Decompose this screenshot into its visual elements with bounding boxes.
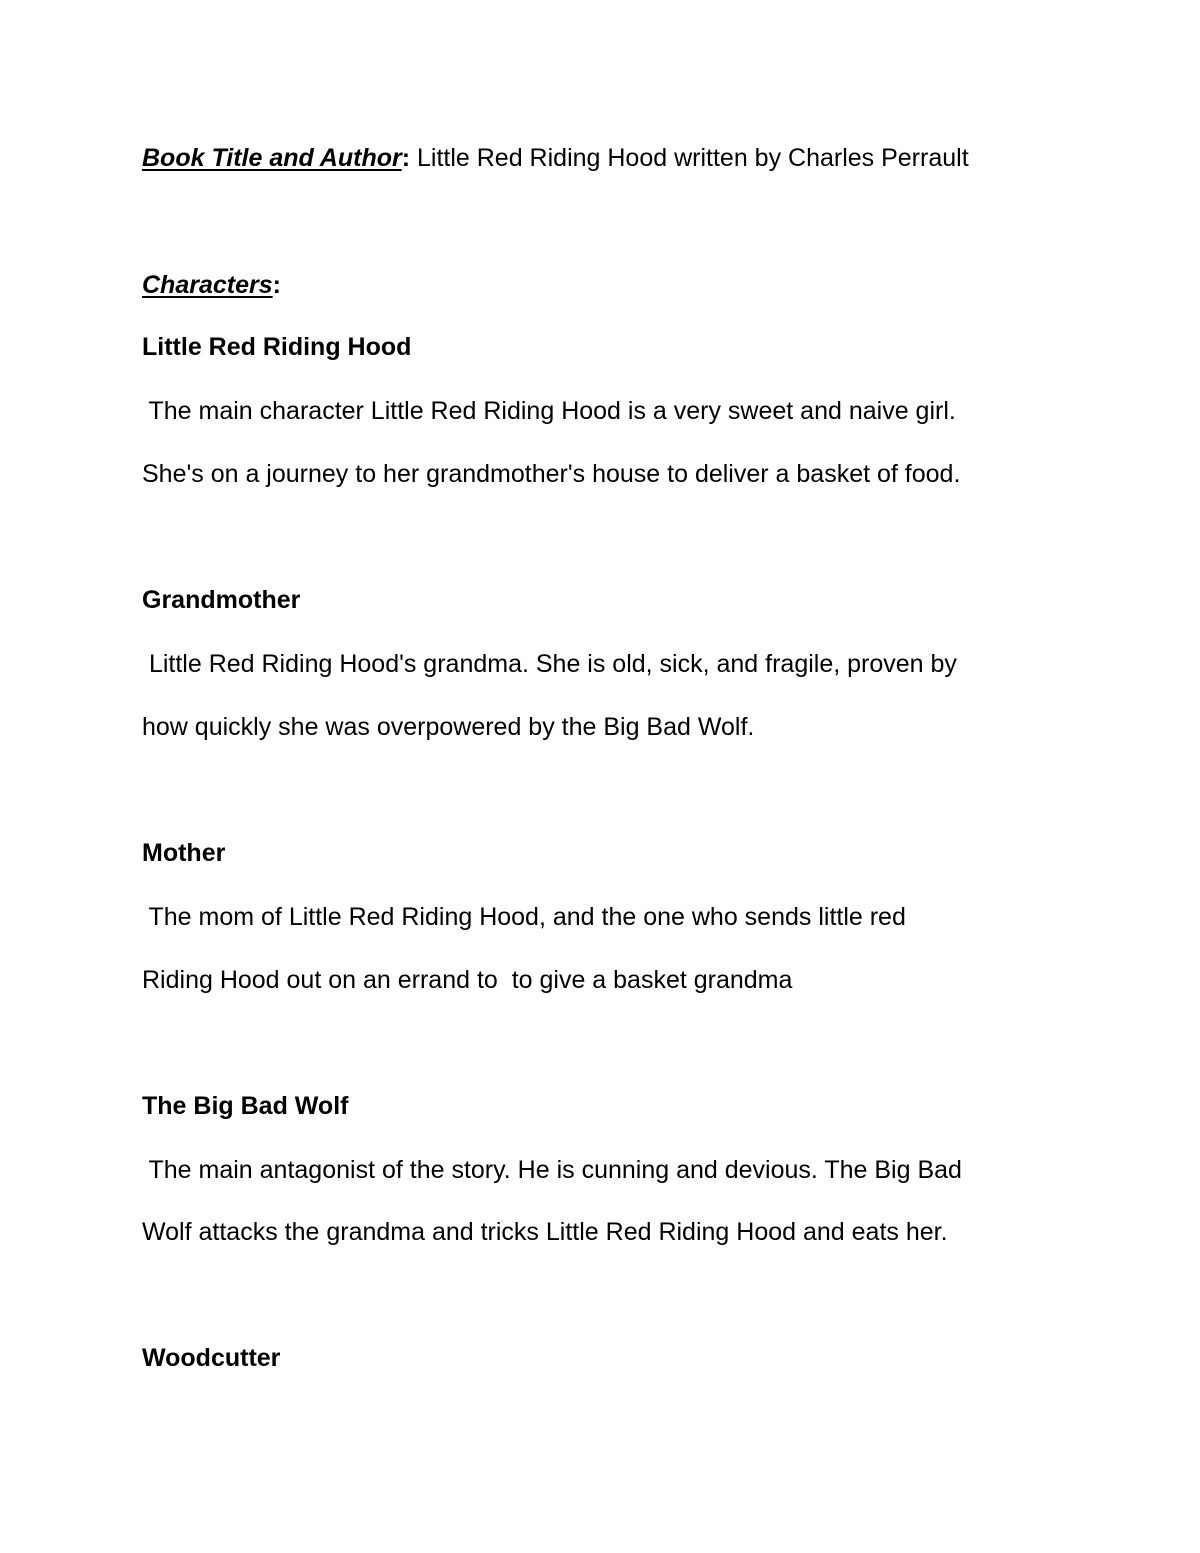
character-name-big-bad-wolf: The Big Bad Wolf <box>142 1092 349 1120</box>
book-title-author-line <box>142 143 969 173</box>
character-description-line: The main antagonist of the story. He is cunning and devious. The Big Bad <box>142 1156 962 1184</box>
characters-colon: : <box>272 271 281 299</box>
character-description-line: The mom of Little Red Riding Hood, and the one who sends little red <box>142 903 906 931</box>
character-description-line: Wolf attacks the grandma and tricks Little Red Riding Hood and eats her. <box>142 1218 948 1246</box>
character-description-line: Little Red Riding Hood's grandma. She is old, sick, and fragile, proven by <box>142 650 957 678</box>
character-name-little-red-riding-hood: Little Red Riding Hood <box>142 333 412 361</box>
book-title-author-label: Book Title and Author <box>142 144 402 172</box>
characters-heading-line <box>142 270 281 300</box>
book-title-author-value: Little Red Riding Hood written by Charles Perrault <box>410 144 969 172</box>
character-description-line: She's on a journey to her grandmother's house to deliver a basket of food. <box>142 460 961 488</box>
character-description-line: The main character Little Red Riding Hood is a very sweet and naive girl. <box>142 397 956 425</box>
character-name-mother: Mother <box>142 839 226 867</box>
book-title-author-colon: : <box>401 144 411 172</box>
character-name-woodcutter: Woodcutter <box>142 1344 281 1372</box>
character-name-grandmother: Grandmother <box>142 586 301 614</box>
characters-label: Characters <box>142 271 273 299</box>
character-description-line: Riding Hood out on an errand to to give a basket grandma <box>142 966 793 994</box>
character-description-line: how quickly she was overpowered by the Big Bad Wolf. <box>142 713 755 741</box>
